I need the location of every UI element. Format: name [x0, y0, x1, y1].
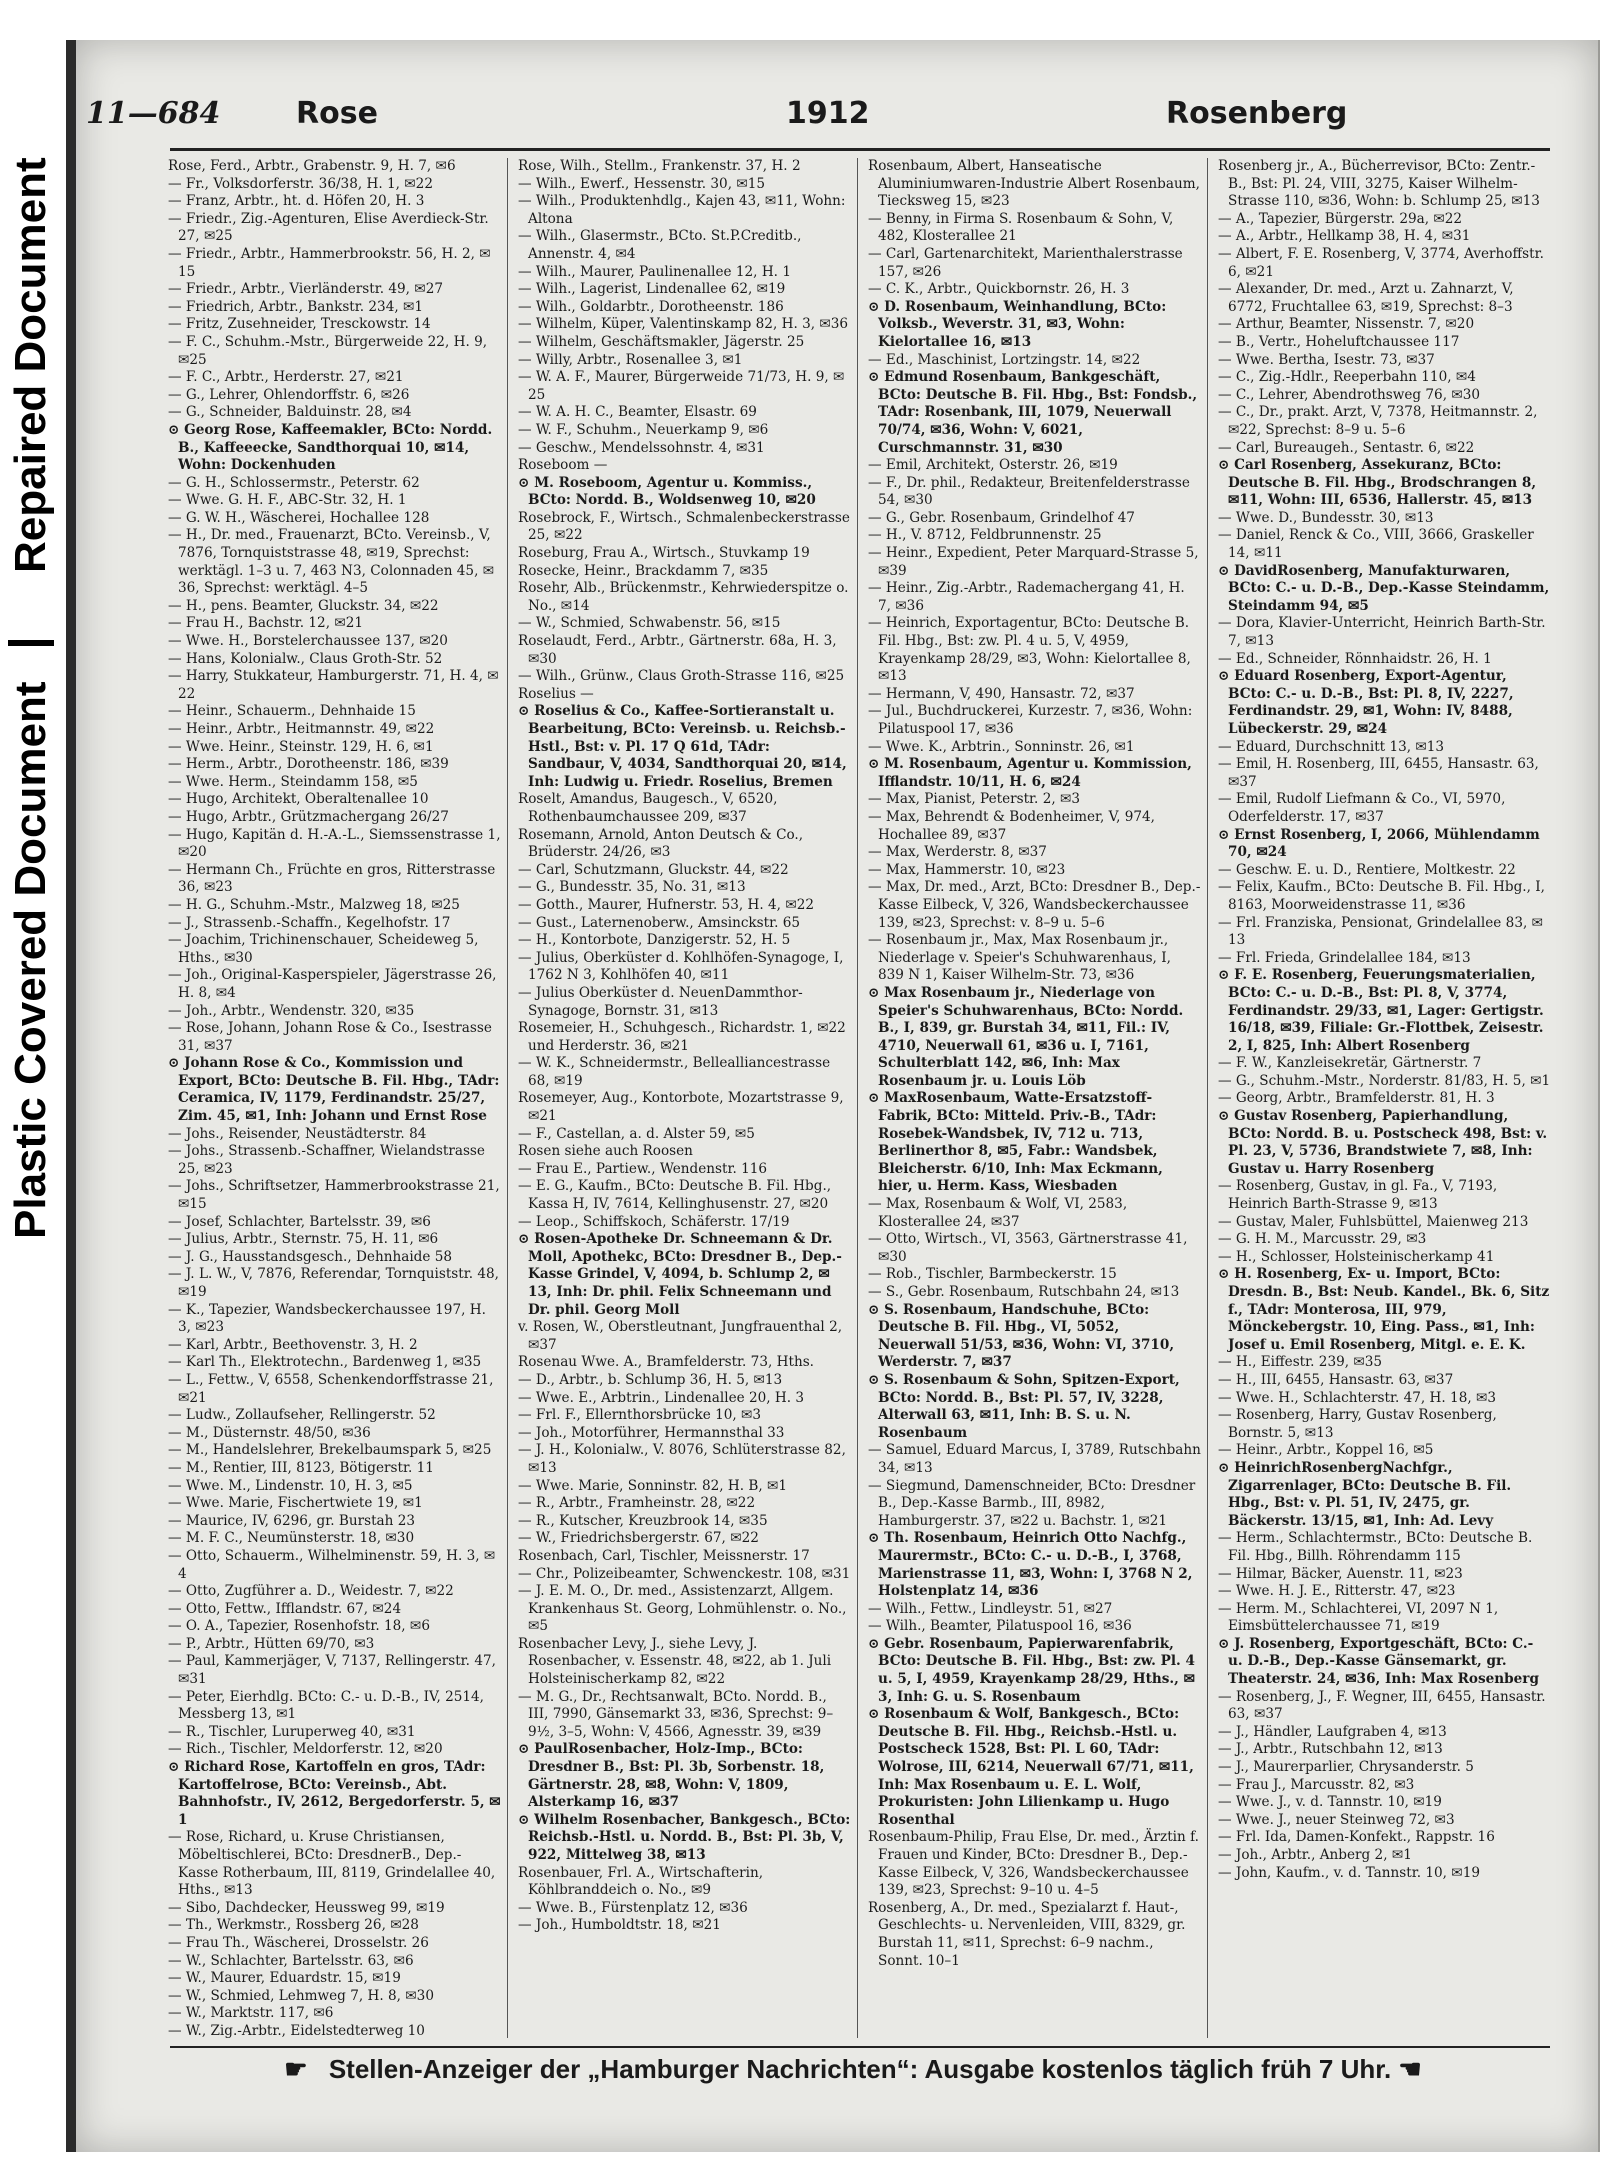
directory-entry: — Jul., Buchdruckerei, Kurzestr. 7, ✉36, Wohn: Pilatuspool 17, ✉36 [868, 703, 1193, 737]
directory-entry: — W., Maurer, Eduardstr. 15, ✉19 [168, 1970, 401, 1987]
directory-entry: — Joh., Arbtr., Anberg 2, ✉1 [1218, 1847, 1412, 1863]
directory-entry: — Ludw., Zollaufseher, Rellingerstr. 52 [168, 1407, 436, 1424]
directory-entry: — Wilh., Fettw., Lindleystr. 51, ✉27 [868, 1600, 1113, 1617]
directory-entry: — Rosenberg, J., F. Wegner, III, 6455, Hansastr. 63, ✉37 [1218, 1688, 1546, 1723]
directory-entry: — Sibo, Dachdecker, Heussweg 99, ✉19 [168, 1899, 445, 1916]
directory-entry: — C., Dr., prakt. Arzt, V, 7378, Heitmannstr. 2, ✉22, Sprechst: 8–9 u. 5–6 [1218, 404, 1538, 438]
directory-entry: — Johs., Reisender, Neustädterstr. 84 [168, 1125, 427, 1142]
directory-entry: — Wwe. H., Borstelerchaussee 137, ✉20 [168, 633, 448, 650]
directory-entry: — O. A., Tapezier, Rosenhofstr. 18, ✉6 [168, 1618, 430, 1635]
directory-entry: — W. F., Schuhm., Neuerkamp 9, ✉6 [518, 421, 769, 438]
directory-entry: — Wilh., Ewerf., Hessenstr. 30, ✉15 [518, 175, 766, 192]
directory-entry: ⊙ S. Rosenbaum, Handschuhe, BCto: Deutsche B. Fil. Hbg., VI, 5052, Neuerwall 51/53, ✉36, Wohn: VI, 3710, Werderstr. 7, ✉37 [868, 1301, 1175, 1371]
directory-entry: — Heinr., Schauerm., Dehnhaide 15 [168, 703, 416, 720]
directory-entry: — M., Rentier, III, 8123, Bötigerstr. 11 [168, 1459, 434, 1476]
directory-entry: — Wilh., Beamter, Pilatuspool 16, ✉36 [868, 1618, 1132, 1635]
directory-entry: Roselaudt, Ferd., Arbtr., Gärtnerstr. 68a, H. 3, ✉30 [518, 633, 837, 667]
directory-entry: — S., Gebr. Rosenbaum, Rutschbahn 24, ✉13 [868, 1284, 1180, 1300]
directory-entry: — Carl, Schutzmann, Gluckstr. 44, ✉22 [518, 861, 789, 878]
directory-entry: — Heinr., Arbtr., Heitmannstr. 49, ✉22 [168, 721, 435, 737]
side-label-strip [0, 0, 62, 2177]
directory-entry: — J., Maurerparlier, Chrysanderstr. 5 [1218, 1759, 1474, 1776]
directory-entry: — Wilh., Produktenhdlg., Kajen 43, ✉11, Wohn: Altona [518, 193, 846, 227]
directory-entry: — G. H. M., Marcusstr. 29, ✉3 [1218, 1231, 1427, 1248]
directory-entry: — Gustav, Maler, Fuhlsbüttel, Maienweg 213 [1218, 1213, 1529, 1230]
directory-entry: — Wilh., Lagerist, Lindenallee 62, ✉19 [518, 281, 786, 298]
directory-entry: — Paul, Kammerjäger, V, 7137, Rellingerstr. 47, ✉31 [168, 1653, 496, 1688]
directory-entry: — Frl. Franziska, Pensionat, Grindelallee 83, ✉13 [1218, 914, 1543, 949]
directory-entry: — Rose, Richard, u. Kruse Christiansen, Möbeltischlerei, BCto: DresdnerB., Dep.-Kasse Rotherbaum, III, 8119, Grindelallee 40, Hths., ✉13 [168, 1829, 496, 1899]
directory-entry: — W., Schlachter, Bartelsstr. 63, ✉6 [168, 1952, 414, 1969]
directory-entry: — Otto, Schauerm., Wilhelminenstr. 59, H. 3, ✉4 [168, 1547, 496, 1582]
directory-entry: — C., Lehrer, Abendrothsweg 76, ✉30 [1218, 386, 1481, 403]
directory-entry: — Peter, Eierhdlg. BCto: C.- u. D.-B., IV, 2514, Messberg 13, ✉1 [168, 1688, 484, 1723]
directory-entry: — Wilh., Goldarbtr., Dorotheenstr. 186 [518, 298, 784, 315]
directory-entry: — Alexander, Dr. med., Arzt u. Zahnarzt, V, 6772, Fruchtallee 63, ✉19, Sprechst: 8–3 [1218, 281, 1514, 315]
directory-entry: — G. W. H., Wäscherei, Hochallee 128 [168, 509, 430, 526]
directory-entry: — J., Strassenb.-Schaffn., Kegelhofstr. 17 [168, 914, 451, 931]
directory-entry: — M. G., Dr., Rechtsanwalt, BCto. Nordd. B., III, 7990, Gänsemarkt 33, ✉36, Sprechst: 9–9½, 3–5, Wohn: V, 4566, Agnesstr. 39, ✉39 [518, 1688, 834, 1740]
directory-entry: ⊙ Eduard Rosenberg, Export-Agentur, BCto: C.- u. D.-B., Bst: Pl. 8, IV, 2227, Ferdinandstr. 29, ✉1, Wohn: IV, 8488, Lübeckerstr. 29, ✉24 [1218, 668, 1514, 737]
directory-entry: — Chr., Polizeibeamter, Schwenckestr. 108, ✉31 [518, 1565, 851, 1582]
directory-entry: — Wwe. Bertha, Isestr. 73, ✉37 [1218, 351, 1435, 368]
directory-entry: — Th., Werkmstr., Rossberg 26, ✉28 [168, 1917, 419, 1934]
header-first-word: Rose [296, 96, 378, 131]
directory-entry: ⊙ J. Rosenberg, Exportgeschäft, BCto: C.- u. D.-B., Dep.-Kasse Gänsemarkt, gr. Theaterstr. 24, ✉36, Inh: Max Rosenberg [1218, 1635, 1539, 1688]
directory-entry: — Willy, Arbtr., Rosenallee 3, ✉1 [518, 351, 743, 368]
directory-entry: — Wwe. J., v. d. Tannstr. 10, ✉19 [1218, 1794, 1442, 1811]
directory-entry: — W. K., Schneidermstr., Bellealliancestrasse 68, ✉19 [518, 1055, 831, 1089]
directory-entry: — Rich., Tischler, Meldorferstr. 12, ✉20 [168, 1741, 443, 1758]
directory-entry: — G., Bundesstr. 35, No. 31, ✉13 [518, 879, 746, 896]
directory-entry: Rosemeyer, Aug., Kontorbote, Mozartstrasse 9, ✉21 [518, 1090, 844, 1125]
directory-entry: — Max, Dr. med., Arzt, BCto: Dresdner B., Dep.-Kasse Eilbeck, V, 326, Wandsbeckerchaussee 139, ✉23, Sprechst: v. 8–9 u. 5–6 [868, 879, 1201, 931]
directory-entry: — Johs., Schriftsetzer, Hammerbrookstrasse 21, ✉15 [168, 1178, 500, 1213]
directory-entry: — J. E. M. O., Dr. med., Assistenzarzt, Allgem. Krankenhaus St. Georg, Lohmühlenstr. o. No., ✉5 [518, 1583, 847, 1635]
directory-entry: — Gotth., Maurer, Hufnerstr. 53, H. 4, ✉22 [518, 896, 815, 913]
directory-entry: — B., Vertr., Hoheluftchaussee 117 [1218, 333, 1460, 350]
directory-entry: — Frl. F., Ellernthorsbrücke 10, ✉3 [518, 1407, 762, 1424]
directory-entry: Roseboom — [518, 457, 608, 474]
directory-entry: — H., V. 8712, Feldbrunnenstr. 25 [868, 527, 1102, 544]
directory-entry: — Benny, in Firma S. Rosenbaum & Sohn, V, 482, Klosterallee 21 [868, 210, 1174, 245]
directory-entry: — Wwe. J., neuer Steinweg 72, ✉3 [1218, 1811, 1455, 1828]
directory-entry: — W., Friedrichsbergerstr. 67, ✉22 [518, 1530, 759, 1547]
directory-entry: — Hugo, Arbtr., Grützmachergang 26/27 [168, 808, 449, 825]
directory-entry: — Heinr., Zig.-Arbtr., Rademachergang 41, H. 7, ✉36 [868, 580, 1185, 614]
directory-entry: — Otto, Wirtsch., VI, 3563, Gärtnerstrasse 41, ✉30 [868, 1231, 1188, 1265]
directory-entry: — Daniel, Renck & Co., VIII, 3666, Graskeller 14, ✉11 [1218, 527, 1534, 562]
directory-entry: Rosen siehe auch Roosen [518, 1143, 693, 1160]
directory-entry: Rosenbach, Carl, Tischler, Meissnerstr. 17 [518, 1547, 810, 1564]
directory-entry: — Frau J., Marcusstr. 82, ✉3 [1218, 1776, 1415, 1793]
directory-entry: — Julius, Oberküster d. Kohlhöfen-Synagoge, I, 1762 N 3, Kohlhöfen 40, ✉11 [518, 949, 844, 984]
directory-entry: — Wwe. H. J. E., Ritterstr. 47, ✉23 [1218, 1583, 1456, 1600]
directory-entry: — H., Eiffestr. 239, ✉35 [1218, 1354, 1383, 1371]
directory-entry: ⊙ Richard Rose, Kartoffeln en gros, TAdr: Kartoffelrose, BCto: Vereinsb., Abt. Bahnhofstr., IV, 2612, Bergedorferstr. 5, ✉1 [168, 1759, 501, 1828]
directory-entry: — Wilh., Maurer, Paulinenallee 12, H. 1 [518, 263, 791, 280]
footer-advertisement [170, 2046, 1550, 2094]
directory-entry: — W. A. H. C., Beamter, Elsastr. 69 [518, 404, 757, 421]
directory-entry: — Julius Oberküster d. NeuenDammthor-Synagoge, Bornstr. 31, ✉13 [518, 984, 803, 1019]
directory-entry: — Hugo, Kapitän d. H.-A.-L., Siemssenstrasse 1, ✉20 [168, 826, 501, 861]
directory-entry: — Rob., Tischler, Barmbeckerstr. 15 [868, 1266, 1117, 1283]
directory-entry: — Heinr., Expedient, Peter Marquard-Strasse 5, ✉39 [868, 545, 1199, 579]
directory-entry: ⊙ Rosenbaum & Wolf, Bankgesch., BCto: Deutsche B. Fil. Hbg., Reichsb.-Hstl. u. Postscheck 1528, Bst: Pl. L 60, TAdr: Wolrose, III, 6214, Neuerwall 67/71, ✉11, Inh: Max Rosenbaum u. E. L. Wolf, Prokuristen: John Lilienkamp u. Hugo Rosenthal [868, 1706, 1194, 1828]
directory-entry: — H., Dr. med., Frauenarzt, BCto. Vereinsb., V, 7876, Tornquiststrasse 48, ✉19, Sprechst: werktägl. 1–3 u. 7, 463 N3, Colonnaden 45, ✉36, Sprechst: werktägl. 4–5 [168, 527, 495, 597]
directory-entry: — John, Kaufm., v. d. Tannstr. 10, ✉19 [1218, 1864, 1480, 1881]
page-header [86, 96, 1486, 144]
directory-entry: — Wwe. Heinr., Steinstr. 129, H. 6, ✉1 [168, 738, 434, 755]
directory-entry: — E. G., Kaufm., BCto: Deutsche B. Fil. Hbg., Kassa H, IV, 7614, Kellinghusenstr. 27, ✉20 [518, 1178, 832, 1213]
directory-entry: ⊙ H. Rosenberg, Ex- u. Import, BCto: Dresdn. B., Bst: Neub. Kandel., Bk. 6, Sitz f., TAdr: Monterosa, III, 979, Mönckebergstr. 10, Eing. Pass., ✉1, Inh: Josef u. Emil Rosenberg, Mitgl. e. E. K. [1218, 1266, 1550, 1353]
directory-entry: — Frau Th., Wäscherei, Drosselstr. 26 [168, 1934, 429, 1951]
directory-entry: — Max, Hammerstr. 10, ✉23 [868, 861, 1066, 878]
directory-entry: Rosenberg jr., A., Bücherrevisor, BCto: Zentr.-B., Bst: Pl. 24, VIII, 3275, Kaiser Wilhelm-Strasse 110, ✉36, Wohn: b. Schlump 25, ✉13 [1218, 158, 1540, 210]
directory-entry: — H., Kontorbote, Danzigerstr. 52, H. 5 [518, 932, 791, 949]
directory-entry: ⊙ Georg Rose, Kaffeemakler, BCto: Nordd. B., Kaffeeecke, Sandthorquai 10, ✉14, Wohn: Dockenhuden [168, 421, 493, 474]
directory-entry: — D., Arbtr., b. Schlump 36, H. 5, ✉13 [518, 1371, 783, 1388]
directory-entry: — Hermann Ch., Früchte en gros, Ritterstrasse 36, ✉23 [168, 861, 496, 896]
directory-entry: — Wwe. E., Arbtrin., Lindenallee 20, H. 3 [518, 1389, 805, 1406]
directory-entry: — M., Düsternstr. 48/50, ✉36 [168, 1424, 371, 1441]
directory-entry: — Frau E., Partiew., Wendenstr. 116 [518, 1160, 768, 1177]
directory-entry: — Wwe. B., Fürstenplatz 12, ✉36 [518, 1899, 748, 1916]
directory-entry: — W., Zig.-Arbtr., Eidelstedterweg 10 [168, 2022, 425, 2038]
directory-entry: Rosenbacher Levy, J., siehe Levy, J. Rosenbacher, v. Essenstr. 48, ✉22, ab 1. Juli Holsteinischerkamp 82, ✉22 [518, 1635, 832, 1688]
directory-entry: ⊙ Johann Rose & Co., Kommission und Export, BCto: Deutsche B. Fil. Hbg., TAdr: Ceramica, IV, 1179, Ferdinandstr. 25/27, Zim. 45, ✉1, Inh: Johann und Ernst Rose [168, 1055, 500, 1125]
directory-entry: Roseburg, Frau A., Wirtsch., Stuvkamp 19 [518, 545, 810, 562]
header-rule [170, 148, 1550, 151]
directory-entry: ⊙ M. Rosenbaum, Agentur u. Kommission, Ifflandstr. 10/11, H. 6, ✉24 [868, 756, 1192, 790]
directory-entry: — Max, Rosenbaum & Wolf, VI, 2583, Klosterallee 24, ✉37 [868, 1196, 1128, 1230]
directory-entry: — L., Fettw., V, 6558, Schenkendorffstrasse 21, ✉21 [168, 1371, 494, 1406]
directory-entry: — Johs., Strassenb.-Schaffner, Wielandstrasse 25, ✉23 [168, 1143, 485, 1177]
directory-entry: — W., Schmied, Lehmweg 7, H. 8, ✉30 [168, 1987, 434, 2004]
directory-entry: — J. L. W., V, 7876, Referendar, Tornquiststr. 48, ✉19 [168, 1266, 499, 1300]
directory-entry: — M., Handelslehrer, Brekelbaumspark 5, ✉25 [168, 1442, 492, 1459]
directory-entry: — Joh., Motorführer, Hermannsthal 33 [518, 1424, 785, 1441]
directory-entry: ⊙ DavidRosenberg, Manufakturwaren, BCto: C.- u. D.-B., Dep.-Kasse Steindamm, Steindamm 94, ✉5 [1218, 562, 1550, 614]
directory-entry: — Otto, Fettw., Ifflandstr. 67, ✉24 [168, 1600, 402, 1617]
directory-entry: ⊙ Max Rosenbaum jr., Niederlage von Speier's Schuhwarenhaus, BCto: Nordd. B., I, 839, gr. Burstah 34, ✉11, Fil.: IV, 4710, Neuerwall 61, ✉36 u. I, 7161, Schulterblatt 142, ✉6, Inh: Max Rosenbaum jr. u. Louis Löb [868, 984, 1184, 1089]
directory-entry: ⊙ Th. Rosenbaum, Heinrich Otto Nachfg., Maurermstr., BCto: C.- u. D.-B., I, 3768, Marienstrasse 11, ✉3, Wohn: I, 3768 N 2, Holstenplatz 14, ✉36 [868, 1530, 1193, 1600]
directory-entry: — Samuel, Eduard Marcus, I, 3789, Rutschbahn 34, ✉13 [868, 1442, 1201, 1476]
directory-entry: — Herm. M., Schlachterei, VI, 2097 N 1, Eimsbüttelerchaussee 71, ✉19 [1218, 1600, 1499, 1635]
directory-entry: — J., Händler, Laufgraben 4, ✉13 [1218, 1723, 1447, 1740]
directory-entry: — Josef, Schlachter, Bartelsstr. 39, ✉6 [168, 1213, 431, 1230]
directory-entry: — Leop., Schiffskoch, Schäferstr. 17/19 [518, 1213, 790, 1230]
directory-entry: — Rosenberg, Gustav, in gl. Fa., V, 7193, Heinrich Barth-Strasse 9, ✉13 [1218, 1178, 1498, 1213]
directory-entry: — Herm., Arbtr., Dorotheenstr. 186, ✉39 [168, 756, 449, 773]
directory-entry: — Rose, Johann, Johann Rose & Co., Isestrasse 31, ✉37 [168, 1020, 492, 1054]
directory-entry: — Emil, Rudolf Liefmann & Co., VI, 5970, Oderfelderstr. 17, ✉37 [1218, 791, 1506, 825]
directory-entry: — G. H., Schlossermstr., Peterstr. 62 [168, 474, 420, 491]
header-year: 1912 [786, 96, 870, 131]
directory-entry: — Friedr., Arbtr., Hammerbrookstr. 56, H. 2, ✉15 [168, 245, 491, 280]
directory-entry: — Harry, Stukkateur, Hamburgerstr. 71, H. 4, ✉22 [168, 668, 499, 702]
directory-entry: — Wwe. D., Bundesstr. 30, ✉13 [1218, 509, 1434, 526]
directory-entry: ⊙ Ernst Rosenberg, I, 2066, Mühlendamm 70, ✉24 [1218, 826, 1540, 861]
directory-entry: — Max, Behrendt & Bodenheimer, V, 974, Hochallee 89, ✉37 [868, 808, 1155, 843]
directory-entry: — G., Schneider, Balduinstr. 28, ✉4 [168, 404, 412, 421]
directory-entry: Rosenberg, A., Dr. med., Spezialarzt f. Haut-, Geschlechts- u. Nervenleiden, VIII, 8329, gr. Burstah 11, ✉11, Sprechst: 6–9 nachm., Sonnt. 10–1 [868, 1899, 1186, 1969]
directory-entry: — J. G., Hausstandsgesch., Dehnhaide 58 [168, 1248, 453, 1265]
directory-entry: Rosenbaum, Albert, Hanseatische Aluminiumwaren-Industrie Albert Rosenbaum, Tiecksweg 15, ✉23 [868, 158, 1200, 210]
directory-entry: ⊙ MaxRosenbaum, Watte-Ersatzstoff-Fabrik, BCto: Mitteld. Priv.-B., TAdr: Rosebek-Wandsbek, IV, 712 u. 713, Berlinerthor 8, ✉5, Fabr.: Wandsbek, Bleicherstr. 6/10, Inh: Max Eckmann, hier, u. Herm. Kass, Wiesbaden [868, 1090, 1163, 1195]
footer-text: Stellen-Anzeiger der „Hamburger Nachrichten“: Ausgabe kostenlos täglich früh 7 Uhr. [328, 2054, 1392, 2084]
directory-entry: — Julius, Arbtr., Sternstr. 75, H. 11, ✉6 [168, 1231, 439, 1248]
directory-entry: — Gust., Laternenoberw., Amsinckstr. 65 [518, 914, 801, 931]
directory-entry: — Wwe. M., Lindenstr. 10, H. 3, ✉5 [168, 1477, 413, 1494]
repaired-document-label: Repaired Document [6, 157, 55, 573]
directory-entry: — R., Kutscher, Kreuzbrook 14, ✉35 [518, 1512, 768, 1529]
directory-entry: — P., Arbtr., Hütten 69/70, ✉3 [168, 1635, 375, 1652]
directory-entry: — Wwe. H., Schlachterstr. 47, H. 18, ✉3 [1218, 1389, 1497, 1406]
directory-entry: — J., Arbtr., Rutschbahn 12, ✉13 [1218, 1741, 1443, 1758]
plastic-covered-document-label: Plastic Covered Document [6, 681, 55, 1239]
directory-entry: — Wwe. Herm., Steindamm 158, ✉5 [168, 773, 418, 790]
directory-entry: — Rosenbaum jr., Max, Max Rosenbaum jr., Niederlage v. Speier's Schuhwarenhaus, I, 839 N 1, Kaiser Wilhelm-Str. 73, ✉36 [868, 932, 1171, 984]
directory-entry: — A., Tapezier, Bürgerstr. 29a, ✉22 [1218, 210, 1463, 227]
directory-entry: — Eduard, Durchschnitt 13, ✉13 [1218, 738, 1445, 755]
directory-entry: v. Rosen, W., Oberstleutnant, Jungfrauenthal 2, ✉37 [518, 1319, 843, 1353]
directory-entry: — A., Arbtr., Hellkamp 38, H. 4, ✉31 [1218, 228, 1471, 245]
directory-columns [168, 158, 1558, 2038]
directory-entry: ⊙ D. Rosenbaum, Weinhandlung, BCto: Volksb., Weverstr. 31, ✉3, Wohn: Kielortallee 16, ✉13 [868, 298, 1167, 350]
directory-column-1 [168, 158, 508, 2038]
directory-entry: — G., Gebr. Rosenbaum, Grindelhof 47 [868, 509, 1135, 526]
directory-entry: ⊙ Rosen-Apotheke Dr. Schneemann & Dr. Moll, Apothekc, BCto: Dresdner B., Dep.-Kasse Grindel, V, 4094, b. Schlump 2, ✉13, Inh: Dr. phil. Felix Schneemann und Dr. phil. Georg Moll [518, 1231, 842, 1318]
directory-entry: — Ed., Maschinist, Lortzingstr. 14, ✉22 [868, 351, 1141, 368]
directory-entry: — W. A. F., Maurer, Bürgerweide 71/73, H. 9, ✉25 [518, 369, 845, 403]
directory-entry: — Wwe. Marie, Sonninstr. 82, H. B, ✉1 [518, 1477, 788, 1494]
directory-entry: Rosecke, Heinr., Brackdamm 7, ✉35 [518, 562, 769, 579]
directory-entry: — W., Marktstr. 117, ✉6 [168, 2005, 334, 2022]
pointing-hand-icon-end: ☚ [1398, 2054, 1422, 2084]
directory-entry: — H., III, 6455, Hansastr. 63, ✉37 [1218, 1371, 1454, 1388]
directory-entry: — Fritz, Zusehneider, Tresckowstr. 14 [168, 316, 431, 333]
directory-entry: — Carl, Gartenarchitekt, Marienthalerstrasse 157, ✉26 [868, 245, 1183, 280]
directory-entry: — Heinr., Arbtr., Koppel 16, ✉5 [1218, 1442, 1434, 1459]
directory-entry: ⊙ Roselius & Co., Kaffee-Sortieranstalt u. Bearbeitung, BCto: Vereinsb. u. Reichsb.-Hstl., Bst: v. Pl. 17 Q 61d, TAdr: Sandbaur, V, 4034, Sandthorquai 20, ✉14, Inh: Ludwig u. Friedr. Roselius, Bremen [518, 703, 847, 790]
directory-entry: — Maurice, IV, 6296, gr. Burstah 23 [168, 1512, 416, 1529]
directory-entry: — Friedr., Zig.-Agenturen, Elise Averdieck-Str. 27, ✉25 [168, 210, 489, 245]
directory-entry: — Wilh., Grünw., Claus Groth-Strasse 116, ✉25 [518, 668, 845, 685]
directory-entry: — Emil, H. Rosenberg, III, 6455, Hansastr. 63, ✉37 [1218, 756, 1539, 790]
directory-entry: ⊙ Carl Rosenberg, Assekuranz, BCto: Deutsche B. Fil. Hbg., Brodschrangen 8, ✉11, Wohn: III, 6536, Hallerstr. 45, ✉13 [1218, 457, 1537, 509]
directory-entry: — Frl. Ida, Damen-Konfekt., Rappstr. 16 [1218, 1829, 1495, 1846]
directory-entry: — Joh., Original-Kasperspieler, Jägerstrasse 26, H. 8, ✉4 [168, 967, 497, 1001]
directory-entry: — R., Arbtr., Framheinstr. 28, ✉22 [518, 1495, 756, 1512]
directory-entry: — Ed., Schneider, Rönnhaidstr. 26, H. 1 [1218, 650, 1492, 667]
directory-entry: — Joh., Arbtr., Wendenstr. 320, ✉35 [168, 1002, 415, 1019]
directory-entry: — Rosenberg, Harry, Gustav Rosenberg, Bornstr. 5, ✉13 [1218, 1407, 1497, 1441]
directory-entry: — Felix, Kaufm., BCto: Deutsche B. Fil. Hbg., I, 8163, Moorweidenstrasse 11, ✉36 [1218, 879, 1545, 913]
directory-entry: — Siegmund, Damenschneider, BCto: Dresdner B., Dep.-Kasse Barmb., III, 8982, Hamburgerstr. 37, ✉22 u. Bachstr. 1, ✉21 [868, 1477, 1196, 1529]
directory-entry: — Geschw., Mendelssohnstr. 4, ✉31 [518, 439, 765, 456]
directory-entry: — Joh., Humboldtstr. 18, ✉21 [518, 1917, 721, 1934]
directory-entry: Roselius — [518, 685, 594, 702]
directory-entry: ⊙ PaulRosenbacher, Holz-Imp., BCto: Dresdner B., Bst: Pl. 3b, Sorbenstr. 18, Gärtnerstr. 28, ✉8, Wohn: V, 1809, Alsterkamp 16, ✉37 [518, 1741, 825, 1811]
directory-entry: ⊙ M. Roseboom, Agentur u. Kommiss., BCto: Nordd. B., Woldsenweg 10, ✉20 [518, 474, 816, 509]
directory-entry: ⊙ HeinrichRosenbergNachfgr., Zigarrenlager, BCto: Deutsche B. Fil. Hbg., Bst: v. Pl. 51, IV, 2475, gr. Bäckerstr. 13/15, ✉1, Inh: Ad. Levy [1218, 1459, 1512, 1529]
directory-entry: ⊙ Gebr. Rosenbaum, Papierwarenfabrik, BCto: Deutsche B. Fil. Hbg., Bst: zw. Pl. 4 u. 5, I, 4959, Krayenkamp 28/29, Hths., ✉3, Inh: G. u. S. Rosenbaum [868, 1635, 1195, 1705]
directory-entry: — H., Schlosser, Holsteinischerkamp 41 [1218, 1248, 1495, 1265]
directory-entry: — H. G., Schuhm.-Mstr., Malzweg 18, ✉25 [168, 896, 460, 913]
directory-entry: — F. W., Kanzleisekretär, Gärtnerstr. 7 [1218, 1055, 1482, 1072]
page-number: 11—684 [86, 96, 221, 131]
directory-entry: — Herm., Schlachtermstr., BCto: Deutsche B. Fil. Hbg., Billh. Röhrendamm 115 [1218, 1530, 1533, 1564]
directory-entry: — R., Tischler, Luruperweg 40, ✉31 [168, 1723, 416, 1740]
directory-column-4 [1218, 158, 1558, 2038]
directory-entry: — Max, Werderstr. 8, ✉37 [868, 844, 1047, 861]
directory-entry: — Hermann, V, 490, Hansastr. 72, ✉37 [868, 685, 1135, 702]
directory-entry: — Franz, Arbtr., ht. d. Höfen 20, H. 3 [168, 193, 425, 210]
directory-entry: — M. F. C., Neumünsterstr. 18, ✉30 [168, 1530, 415, 1547]
directory-entry: ⊙ F. E. Rosenberg, Feuerungsmaterialien, BCto: C.- u. D.-B., Bst: Pl. 8, V, 3774, Ferdinandstr. 29/33, ✉1, Lager: Gertigstr. 16/18, ✉39, Filiale: Gr.-Flottbek, Zeisestr. 2, I, 825, Inh: Albert Rosenberg [1218, 967, 1544, 1054]
directory-entry: — C. K., Arbtr., Quickbornstr. 26, H. 3 [868, 281, 1130, 298]
directory-entry: — Wwe. G. H. F., ABC-Str. 32, H. 1 [168, 492, 407, 509]
directory-entry: — Hugo, Architekt, Oberaltenallee 10 [168, 791, 429, 808]
pointing-hand-icon: ☛ [284, 2054, 308, 2084]
directory-column-3 [868, 158, 1208, 2038]
directory-entry: Roselt, Amandus, Baugesch., V, 6520, Rothenbaumchaussee 209, ✉37 [518, 791, 778, 825]
directory-entry: Rosehr, Alb., Brückenmstr., Kehrwiederspitze o. No., ✉14 [518, 580, 849, 614]
directory-entry: — F. C., Schuhm.-Mstr., Bürgerweide 22, H. 9, ✉25 [168, 333, 488, 368]
directory-entry: — C., Zig.-Hdlr., Reeperbahn 110, ✉4 [1218, 369, 1476, 386]
directory-entry: — J. H., Kolonialw., V. 8076, Schlüterstrasse 82, ✉13 [518, 1442, 846, 1476]
directory-entry: — Georg, Arbtr., Bramfelderstr. 81, H. 3 [1218, 1090, 1495, 1107]
directory-entry: Rosemann, Arnold, Anton Deutsch & Co., Brüderstr. 24/26, ✉3 [518, 826, 804, 861]
directory-entry: — Frl. Frieda, Grindelallee 184, ✉13 [1218, 949, 1471, 966]
directory-entry: — H., pens. Beamter, Gluckstr. 34, ✉22 [168, 597, 439, 614]
directory-entry: ⊙ Edmund Rosenbaum, Bankgeschäft, BCto: Deutsche B. Fil. Hbg., Bst: Fondsb., TAdr: Rosenbank, III, 1079, Neuerwall 70/74, ✉36, Wohn: V, 6021, Curschmannstr. 31, ✉30 [868, 369, 1198, 456]
label-divider [8, 640, 54, 646]
directory-entry: — Heinrich, Exportagentur, BCto: Deutsche B. Fil. Hbg., Bst: zw. Pl. 4 u. 5, V, 4959, Krayenkamp 28/29, ✉3, Wohn: Kielortallee 8, ✉13 [868, 615, 1191, 685]
directory-entry: — Geschw. E. u. D., Rentiere, Moltkestr. 22 [1218, 861, 1516, 878]
directory-entry: — Hans, Kolonialw., Claus Groth-Str. 52 [168, 650, 443, 667]
directory-entry: — Karl Th., Elektrotechn., Bardenweg 1, ✉35 [168, 1354, 482, 1371]
directory-entry: — W., Schmied, Schwabenstr. 56, ✉15 [518, 615, 781, 632]
directory-entry: — Dora, Klavier-Unterricht, Heinrich Barth-Str. 7, ✉13 [1218, 615, 1546, 650]
directory-entry: — Max, Pianist, Peterstr. 2, ✉3 [868, 791, 1081, 808]
directory-entry: — F., Castellan, a. d. Alster 59, ✉5 [518, 1125, 755, 1142]
directory-entry: — Friedr., Arbtr., Vierländerstr. 49, ✉27 [168, 281, 443, 298]
directory-entry: Rose, Ferd., Arbtr., Grabenstr. 9, H. 7, ✉6 [168, 158, 456, 174]
directory-entry: — Wilhelm, Geschäftsmakler, Jägerstr. 25 [518, 333, 805, 350]
directory-entry: Rosebrock, F., Wirtsch., Schmalenbeckerstrasse 25, ✉22 [518, 509, 850, 544]
directory-entry: — G., Lehrer, Ohlendorffstr. 6, ✉26 [168, 386, 410, 403]
directory-entry: — Emil, Architekt, Osterstr. 26, ✉19 [868, 457, 1118, 474]
directory-entry: — Joachim, Trichinenschauer, Scheideweg 5, Hths., ✉30 [168, 932, 479, 966]
directory-entry: ⊙ Gustav Rosenberg, Papierhandlung, BCto: Nordd. B. u. Postscheck 498, Bst: v. Pl. 23, V, 5736, Brandstwiete 7, ✉8, Inh: Gustav u. Harry Rosenberg [1218, 1108, 1548, 1177]
directory-entry: — Arthur, Beamter, Nissenstr. 7, ✉20 [1218, 316, 1475, 333]
directory-entry: — F. C., Arbtr., Herderstr. 27, ✉21 [168, 369, 404, 386]
directory-entry: — Wilh., Glasermstr., BCto. St.P.Creditb., Annenstr. 4, ✉4 [518, 228, 802, 262]
header-last-word: Rosenberg [1166, 96, 1348, 131]
directory-entry: — F., Dr. phil., Redakteur, Breitenfelderstrasse 54, ✉30 [868, 474, 1190, 509]
directory-entry: — Karl, Arbtr., Beethovenstr. 3, H. 2 [168, 1336, 418, 1353]
directory-entry: — Fr., Volksdorferstr. 36/38, H. 1, ✉22 [168, 175, 433, 192]
directory-entry: ⊙ Wilhelm Rosenbacher, Bankgesch., BCto: Reichsb.-Hstl. u. Nordd. B., Bst: Pl. 3b, V, 922, Mittelweg 38, ✉13 [518, 1811, 851, 1863]
directory-entry: ⊙ S. Rosenbaum & Sohn, Spitzen-Export, BCto: Nordd. B., Bst: Pl. 57, IV, 3228, Alterwall 63, ✉11, Inh: B. S. u. N. Rosenbaum [868, 1371, 1180, 1441]
directory-entry: — Carl, Bureaugeh., Sentastr. 6, ✉22 [1218, 439, 1475, 456]
directory-entry: — Wwe. Marie, Fischertwiete 19, ✉1 [168, 1495, 423, 1512]
directory-entry: — Friedrich, Arbtr., Bankstr. 234, ✉1 [168, 298, 424, 315]
directory-entry: — Otto, Zugführer a. D., Weidestr. 7, ✉22 [168, 1583, 454, 1600]
directory-entry: Rosenbauer, Frl. A., Wirtschafterin, Köhlbranddeich o. No., ✉9 [518, 1864, 764, 1899]
directory-entry: — K., Tapezier, Wandsbeckerchaussee 197, H. 3, ✉23 [168, 1301, 486, 1336]
directory-column-2 [518, 158, 858, 2038]
directory-entry: — Frau H., Bachstr. 12, ✉21 [168, 615, 364, 632]
directory-entry: Rose, Wilh., Stellm., Frankenstr. 37, H. 2 [518, 158, 801, 174]
directory-entry: — Hilmar, Bäcker, Auenstr. 11, ✉23 [1218, 1565, 1463, 1582]
directory-entry: — Wilhelm, Küper, Valentinskamp 82, H. 3, ✉36 [518, 316, 849, 333]
directory-entry: — G., Schuhm.-Mstr., Norderstr. 81/83, H. 5, ✉1 [1218, 1072, 1551, 1089]
directory-entry: Rosemeier, H., Schuhgesch., Richardstr. 1, ✉22 und Herderstr. 36, ✉21 [518, 1020, 846, 1054]
directory-entry: — Albert, F. E. Rosenberg, V, 3774, Averhoffstr. 6, ✉21 [1218, 245, 1544, 280]
directory-entry: — Wwe. K., Arbtrin., Sonninstr. 26, ✉1 [868, 738, 1135, 755]
directory-entry: Rosenau Wwe. A., Bramfelderstr. 73, Hths. [518, 1354, 814, 1371]
directory-entry: Rosenbaum-Philip, Frau Else, Dr. med., Ärztin f. Frauen und Kinder, BCto: Dresdner B., Dep.-Kasse Eilbeck, V, 326, Wandsbeckerchaussee 139, ✉23, Sprechst: 9–10 u. 4–5 [868, 1829, 1199, 1899]
